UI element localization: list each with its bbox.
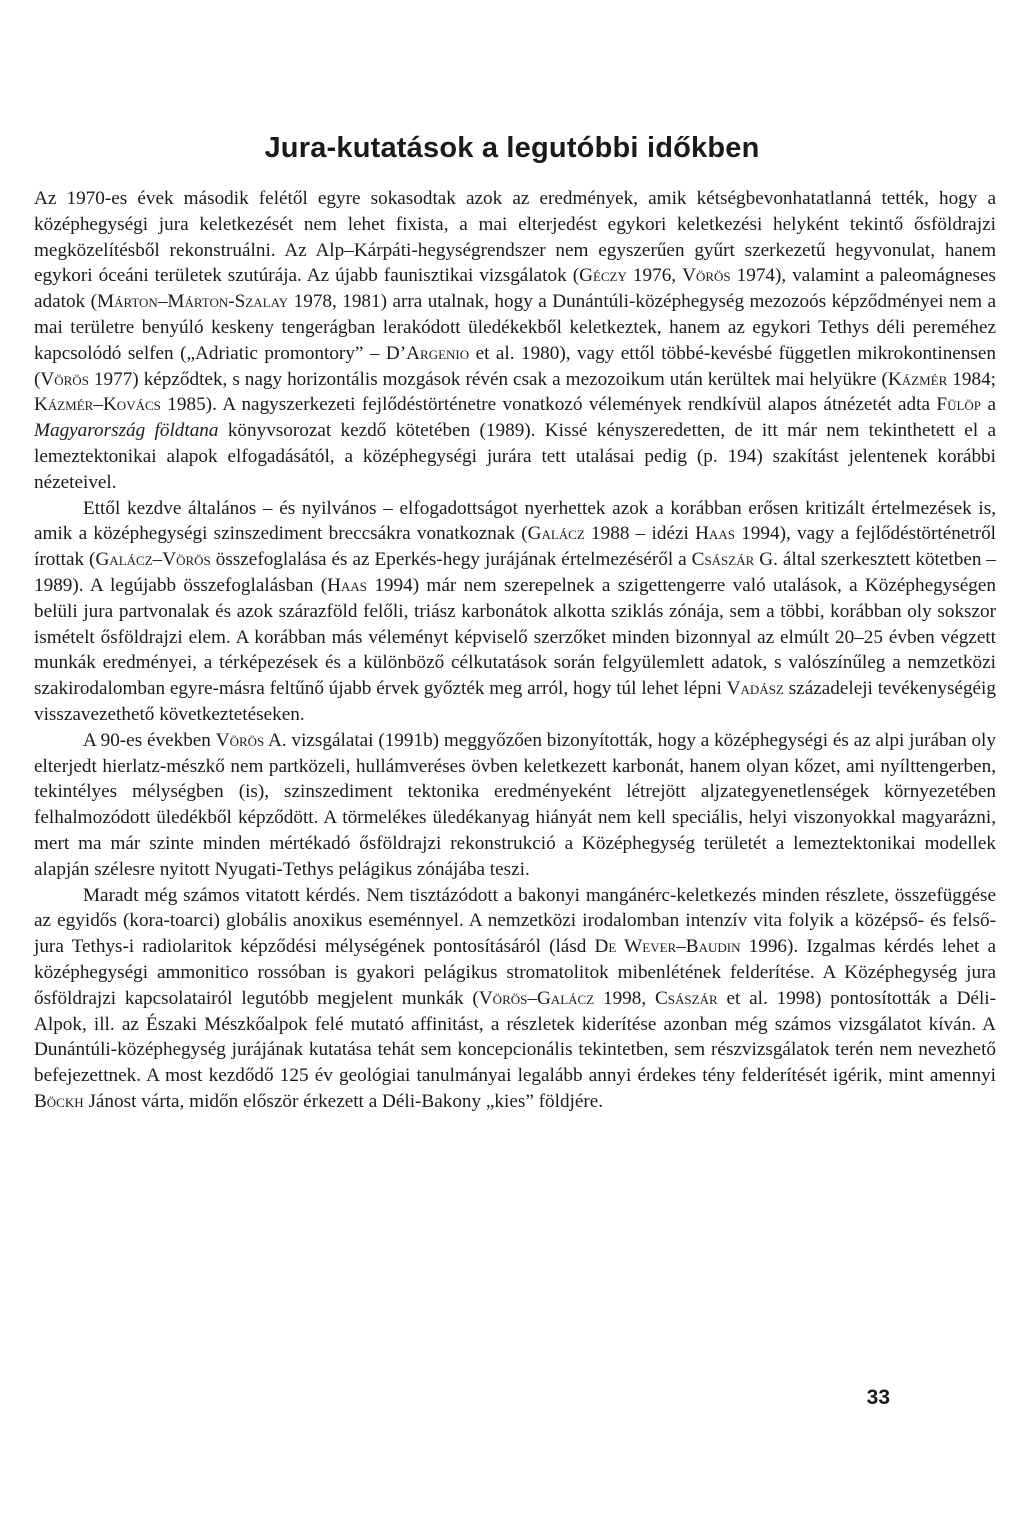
author-name: Böckh — [34, 1090, 84, 1112]
text-run: G. által szerkesztett kötetben – 1989). A legújabb összefoglalásban ( — [34, 549, 996, 596]
text-run: könyvsorozat kezdő kötetében (1989). Kissé kényszeredetten, de itt már nem tekinthetett el a lemeztektonikai alapok elfogadásától, a középhegységi jurára tett utalásai pedig (p. 194) szakítást jelentenek korábbi nézeteivel. — [34, 420, 996, 493]
text-run: et al. 1980), vagy ettől többé-kevésbé független mikrokontinensen ( — [34, 342, 996, 390]
text-run: a — [981, 394, 996, 416]
text-run: 1996). Izgalmas kérdés lehet a középhegységi ammonitico rossóban is gyakori pelágikus stromatolitok mibenlétének felderítése. A Középhegység jura ősföldrajzi kapcsolatairól legutóbb megjelent munkák ( — [34, 936, 996, 1009]
text-run: összefoglalása és az Eperkés-hegy jurájának értelmezéséről a — [210, 549, 692, 571]
book-title: Magyarország földtana — [34, 420, 219, 442]
author-name: Fülöp — [936, 394, 982, 416]
text-run: et al. 1998) pontosították a Déli-Alpok, ill. az Északi Mészkőalpok felé mutató affinitást, a részletek kiderítése azonban még számos vizsgálatot kíván. A Dunántúli-középhegység jurájának kutatása tehát sem koncepcionális tekintetben, sem részvizsgálatok terén nem nevezhető befejezettnek. A most kezdődő 125 év geológiai tanulmányai legalább annyi érdekes tény felderítését igérik, mint amennyi — [34, 987, 996, 1087]
author-name: Kázmér — [887, 368, 948, 390]
text-run: 1998, — [594, 987, 655, 1009]
text-run: 1984; — [947, 368, 996, 390]
text-run: Ettől kezdve általános – és nyilvános – elfogadottságot nyerhettek azok a korábban erősen kritizált értelmezések is, amik a középhegységi szinszediment breccsákra vonatkoznak ( — [34, 497, 996, 545]
author-name: Kázmér–Kovács — [34, 394, 161, 416]
author-name: Vadász — [726, 678, 784, 700]
author-name: Galácz–Vörös — [95, 549, 211, 571]
section-title: Jura-kutatások a legutóbbi időkben — [264, 132, 760, 164]
text-run: 1988 – idézi — [584, 523, 696, 545]
text-run: A. vizsgálatai (1991b) meggyőzően bizonyították, hogy a középhegységi és az alpi jurában oly elterjedt hierlatz-mészkő nem partközeli, hullámveréses övben keletkezett karbonát, hanem olyan kőzet, ami nyílttengerben, tekintélyes mélységben (is), szinszediment tektonika eredményeként létrejött aljzategyenetlenségek környezetében felhalmozódott üledékből képződött. A törmelékes üledékanyag hiányát nem kell speciális, helyi viszonyokkal magyarázni, mert ma már szinte minden mértékadó ősföldrajzi rekonstrukció a Középhegység területét a lemeztektonikai modellek alapján szélesre nyitott Nyugati-Tethys pelágikus zónájába teszi. — [34, 729, 996, 880]
paragraph-4 — [34, 883, 996, 1115]
text-run: 1974), valamint a paleomágneses adatok ( — [34, 265, 997, 313]
author-name: Vörös — [40, 368, 89, 390]
author-name: Haas — [695, 523, 735, 545]
author-name: Vörös–Galácz — [478, 987, 595, 1009]
paragraph-3 — [34, 728, 996, 883]
text-run: 1977) képződtek, s nagy horizontális mozgások révén csak a mezozoikum után kerültek mai helyükre ( — [88, 368, 888, 390]
author-name: Galácz — [527, 523, 585, 545]
author-name: D’Argenio — [385, 342, 470, 364]
text-run: 1985). A nagyszerkezeti fejlődéstörténetre vonatkozó vélemények rendkívül alapos átnézetét adta — [160, 394, 937, 416]
author-name: Császár — [691, 549, 755, 571]
text-run: 1978, 1981) arra utalnak, hogy a Dunántúli-középhegység mezozoós képződményei nem a mai területre benyúló keskeny tengerágban lerakódott üledékekből keletkeztek, hanem az egykori Tethys déli pereméhez kapcsolódó selfen („Adriatic promontory” – — [34, 291, 996, 364]
paragraph-1 — [34, 186, 996, 496]
text-run: 1976, — [626, 265, 683, 287]
text-run: Maradt még számos vitatott kérdés. Nem tisztázódott a bakonyi mangánérc-keletkezés minden részlete, összefüggése az egyidős (kora-toarci) globális anoxikus eseménnyel. A nemzetközi irodalomban intenzív vita folyik a középső- és felső-jura Tethys-i radiolaritok képződési mélységének pontosításáról (lásd — [34, 884, 996, 958]
author-name: Haas — [327, 574, 367, 596]
author-name: Vörös — [682, 265, 731, 287]
page-number: 33 — [866, 1386, 890, 1409]
author-name: De Wever–Baudin — [594, 936, 741, 958]
text-run: 1994), vagy a fejlődéstörténetről írottak ( — [34, 523, 997, 571]
author-name: Császár — [654, 987, 718, 1009]
paragraph-2 — [34, 496, 996, 728]
text-run: Jánost várta, midőn először érkezett a Déli-Bakony „kies” földjére. — [83, 1090, 604, 1112]
text-run: 1994) már nem szerepelnek a szigettengerre való utalások, a Középhegységen belüli jura partvonalak és azok szárazföld felőli, triász karbonátok alkotta sziklás zónája, sem a többi, korábban oly sokszor ismételt ősföldrajzi elem. A korábban más véleményt képviselő szerzőket minden bizonnyal az elmúlt 20–25 évben végzett munkák eredményei, a térképezések és a különböző célkutatások során felgyülemlett adatok, s valószínűleg a nemzetközi szakirodalomban egyre-másra feltűnő újabb érvek győzték meg arról, hogy túl lehet lépni — [34, 574, 996, 700]
author-name: Vörös — [215, 729, 265, 751]
text-run: A 90-es években — [83, 729, 216, 751]
body-text — [34, 186, 996, 1115]
text-run: Az 1970-es évek második felétől egyre sokasodtak azok az eredmények, amik kétségbevonhatatlanná tették, hogy a középhegységi jura keletkezését nem lehet fixista, a mai elterjedést egykori keletkezési helyként tekintő ősföldrajzi megközelítésből rekonstruálni. Az Alp–Kárpáti-hegységrendszer nem egyszerűen gyűrt szerkezetű hegyvonulat, hanem egykori óceáni területek szutúrája. Az újabb faunisztikai vizsgálatok ( — [34, 188, 996, 287]
author-name: Márton–Márton-Szalay — [97, 291, 289, 313]
author-name: Géczy — [579, 265, 627, 287]
text-run: századeleji tevékenységéig visszavezethető következtetéseken. — [34, 678, 996, 725]
